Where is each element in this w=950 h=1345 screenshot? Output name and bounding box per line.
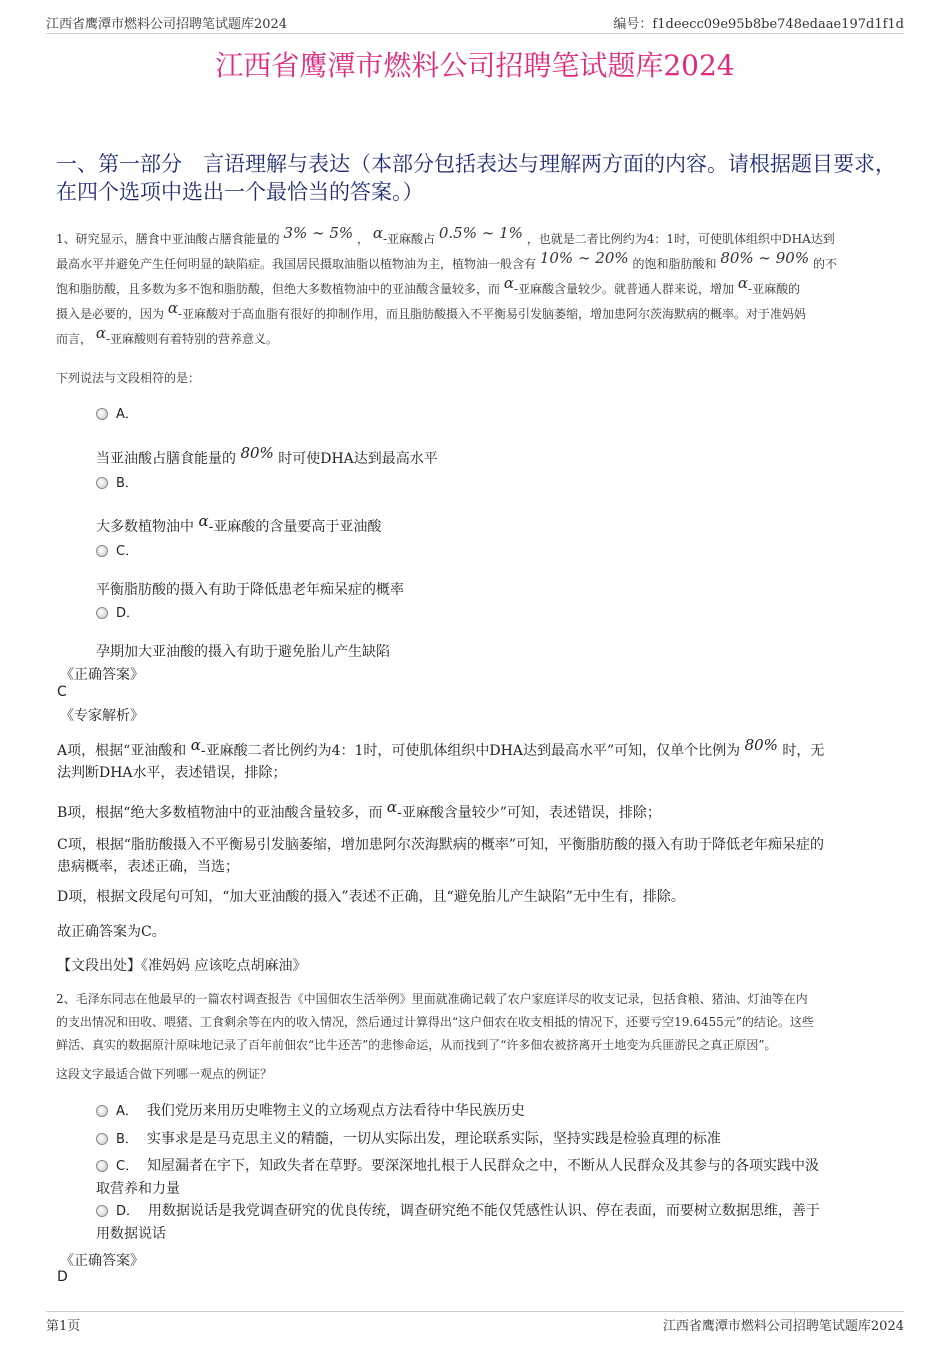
q1-option-b-text: 大多数植物油中 α-亚麻酸的含量要高于亚油酸	[96, 512, 382, 535]
q1-option-a[interactable]: A．	[96, 403, 138, 422]
q1-analysis-c: C项，根据“脂肪酸摄入不平衡易引发脑萎缩，增加患阿尔茨海默病的概率”可知，平衡脂肪酸的摄入有助于降低老年痴呆症的 患病概率，表述正确，当选；	[57, 837, 825, 875]
q2-option-d[interactable]: D． 用数据说话是我党调查研究的优良传统，调查研究绝不能仅凭感性认识、停在表面，而要树立数据思维，善于 用数据说话	[96, 1203, 820, 1242]
q1-option-c-text: 平衡脂肪酸的摄入有助于降低患老年痴呆症的概率	[96, 582, 404, 598]
q1-answer-heading: 《正确答案》	[60, 667, 144, 683]
header-doc-id: 编号：f1deecc09e95b8be748edaae197d1f1d	[613, 17, 904, 32]
q1-line-5: 而言， α-亚麻酸则有着特别的营养意义。	[56, 324, 279, 346]
radio-icon[interactable]	[96, 545, 108, 557]
radio-icon[interactable]	[96, 1160, 108, 1172]
q1-option-a-text: 当亚油酸占膳食能量的 80% 时可使DHA达到最高水平	[96, 444, 438, 467]
q1-analysis-a: A项，根据“亚油酸和 α-亚麻酸二者比例约为4：1时，可使肌体组织中DHA达到最高水平”可知，仅单个比例为 80% 时，无 法判断DHA水平，表述错误，排除；	[57, 736, 825, 781]
page-title: 江西省鹰潭市燃料公司招聘笔试题库2024	[215, 49, 735, 82]
q2-option-b[interactable]: B． 实事求是是马克思主义的精髓，一切从实际出发，理论联系实际，坚持实践是检验真理的标准	[96, 1128, 721, 1148]
q1-analysis-heading: 《专家解析》	[60, 708, 144, 724]
q2-passage: 2、毛泽东同志在他最早的一篇农村调查报告《中国佃农生活举例》里面就准确记载了农户家庭详尽的收支记录，包括食粮、猪油、灯油等在内 的支出情况和田收、喂猪、工食剩余等在内的收入情况，然后通过计算得出“这户佃农在收支相抵的情况下，还要亏空19.6455元”的结论。这些 鲜活、真实的数据原汁原味地记录了百年前佃农“比牛还苦”的悲惨命运，从而找到了“许多佃农被挤离开土地变为兵匪游民之真正原因”。	[56, 992, 814, 1052]
q1-answer: C	[57, 684, 67, 700]
q1-line-1: 1、研究显示，膳食中亚油酸占膳食能量的 3% ∼ 5% ， α-亚麻酸占 0.5% ∼ 1% ，也就是二者比例约为4：1时，可使肌体组织中DHA达到	[56, 224, 835, 246]
header-divider	[46, 33, 904, 34]
radio-icon[interactable]	[96, 1133, 108, 1145]
q2-answer-heading: 《正确答案》	[60, 1253, 144, 1269]
footer-divider	[46, 1311, 904, 1312]
q2-prompt: 这段文字最适合做下列哪一观点的例证？	[56, 1067, 273, 1081]
q1-option-c[interactable]: C．	[96, 540, 138, 559]
radio-icon[interactable]	[96, 607, 108, 619]
q2-option-c[interactable]: C． 知屋漏者在宇下，知政失者在草野。要深深地扎根于人民群众之中，不断从人民群众及其参与的各项实践中汲 取营养和力量	[96, 1158, 819, 1197]
footer-page-number: 第1页	[46, 1319, 81, 1334]
radio-icon[interactable]	[96, 1205, 108, 1217]
q2-option-a[interactable]: A． 我们党历来用历史唯物主义的立场观点方法看待中华民族历史	[96, 1100, 525, 1120]
q1-option-d-text: 孕期加大亚油酸的摄入有助于避免胎儿产生缺陷	[96, 644, 390, 660]
q1-analysis-d: D项，根据文段尾句可知，“加大亚油酸的摄入”表述不正确，且“避免胎儿产生缺陷”无中生有，排除。	[57, 889, 685, 905]
q2-answer: D	[57, 1269, 68, 1285]
radio-icon[interactable]	[96, 1105, 108, 1117]
q1-source: 【文段出处】《准妈妈 应该吃点胡麻油》	[57, 958, 307, 974]
radio-icon[interactable]	[96, 408, 108, 420]
q1-option-d[interactable]: D．	[96, 602, 139, 621]
footer-doc-title: 江西省鹰潭市燃料公司招聘笔试题库2024	[662, 1319, 904, 1334]
q1-line-2: 最高水平并避免产生任何明显的缺陷症。我国居民摄取油脂以植物油为主，植物油一般含有 10% ∼ 20% 的饱和脂肪酸和 80% ∼ 90% 的不	[56, 249, 837, 271]
radio-icon[interactable]	[96, 477, 108, 489]
q1-passage	[56, 226, 901, 351]
q1-conclusion: 故正确答案为C。	[57, 924, 166, 940]
q1-prompt: 下列说法与文段相符的是：	[56, 371, 201, 385]
q1-line-3: 饱和脂肪酸，且多数为多不饱和脂肪酸，但绝大多数植物油中的亚油酸含量较多，而 α-亚麻酸含量较少。就普通人群来说，增加 α-亚麻酸的	[56, 274, 801, 296]
q1-line-4: 摄入是必要的，因为 α-亚麻酸对于高血脂有很好的抑制作用，而且脂肪酸摄入不平衡易引发脑萎缩，增加患阿尔茨海默病的概率。对于准妈妈	[56, 299, 807, 321]
q1-option-b[interactable]: B．	[96, 472, 138, 491]
q1-analysis-b: B项，根据“绝大多数植物油中的亚油酸含量较多，而 α-亚麻酸含量较少”可知，表述错误，排除；	[57, 798, 661, 821]
header-doc-title: 江西省鹰潭市燃料公司招聘笔试题库2024	[46, 17, 288, 32]
section-heading: 一、第一部分 言语理解与表达（本部分包括表达与理解两方面的内容。请根据题目要求，在四个选项中选出一个最恰当的答案。）	[56, 152, 896, 204]
